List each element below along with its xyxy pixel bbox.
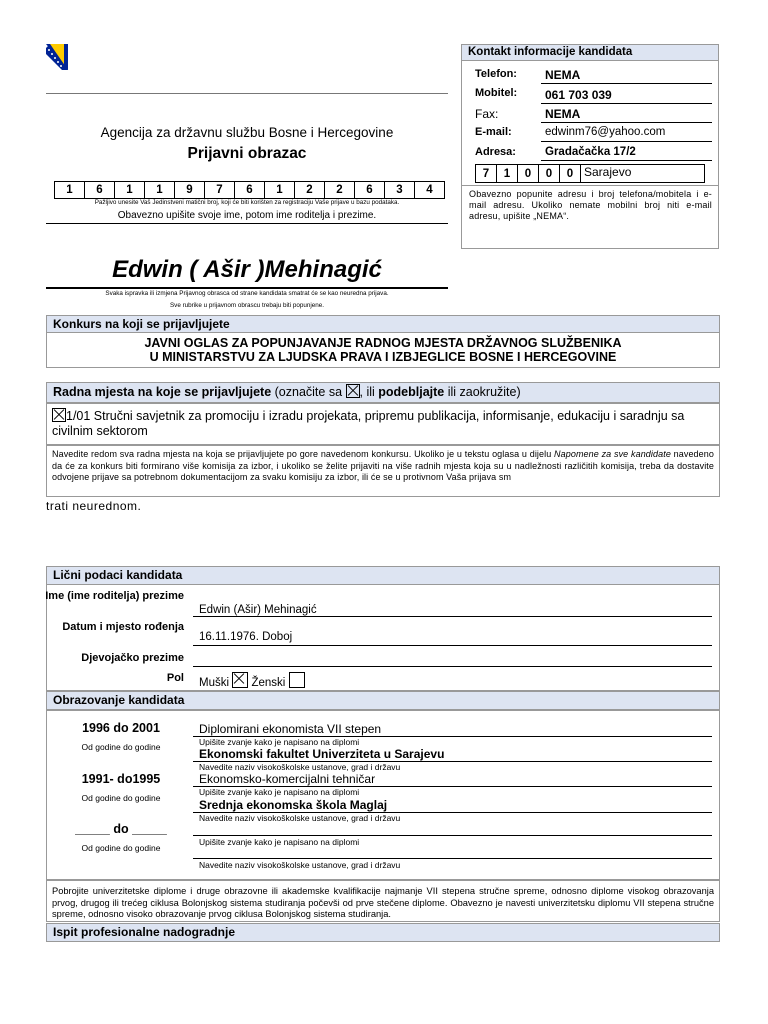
postal-digit: 0 — [517, 164, 539, 183]
fill-all-note: Sve rubrike u prijavnom obrascu trebaju biti popunjene. — [169, 302, 324, 309]
edu-years-hint: Od godine do godine — [81, 843, 161, 853]
datum-value[interactable]: 16.11.1976. Doboj — [199, 631, 293, 643]
konkurs-title: Konkurs na koji se prijavljujete — [46, 315, 720, 333]
fax-value[interactable]: NEMA — [545, 107, 581, 121]
ime-label: Ime (ime roditelja) prezime — [45, 590, 184, 602]
licni-title: Lični podaci kandidata — [46, 566, 720, 585]
konkurs-text — [46, 336, 720, 364]
zenski-checkbox[interactable] — [289, 672, 305, 688]
jmbg-digit: 1 — [144, 181, 175, 199]
jmbg-digit: 6 — [84, 181, 115, 199]
ustanova-hint: Navedite naziv visokoškolske ustanove, grad i državu — [199, 860, 401, 870]
edu-years[interactable]: 1996 do 2001 — [82, 721, 160, 735]
form-title: Prijavni obrazac — [187, 145, 307, 162]
obrazovanje-title: Obrazovanje kandidata — [46, 691, 720, 710]
jmbg-note: Pažljivo unesite Vaš Jedinstveni matični broj, koji će biti korišten za registraciju Vaše prijave u bazu podataka. — [94, 199, 400, 206]
jmbg-digit: 2 — [294, 181, 325, 199]
selected-checkbox[interactable] — [52, 408, 66, 422]
telefon-label: Telefon: — [475, 68, 517, 80]
postal-digit: 1 — [496, 164, 518, 183]
adresa-value[interactable]: Gradačačka 17/2 — [545, 146, 636, 158]
zvanje-hint: Upišite zvanje kako je napisano na diplomi — [199, 737, 360, 747]
zvanje-hint: Upišite zvanje kako je napisano na diplomi — [199, 787, 360, 797]
mobitel-label: Mobitel: — [475, 87, 518, 99]
postal-digit: 7 — [475, 164, 497, 183]
jmbg-digit: 4 — [414, 181, 445, 199]
contact-title: Kontakt informacije kandidata — [461, 44, 719, 61]
overflow-text: trati neurednom. — [46, 499, 142, 513]
zvanje-hint: Upišite zvanje kako je napisano na diplomi — [199, 837, 360, 847]
zenski-label: Ženski — [251, 677, 286, 689]
postal-digit: 0 — [559, 164, 581, 183]
obrazovanje-note: Pobrojite univerzitetske diplome i druge obrazovne ili akademske kvalifikacije najmanje VII stepena stručne spreme, odnosno diplome visokog obrazovanja prvog, drugog ili trećeg ciklusa Bolonjskog sistema studiranja počevši od prve stečene diplome. Obavezno je navesti univerzitetsku diplomu VII stepena stručne spreme, odnosno visoko obrazovanje prvog ciklusa Bolonjskog sistema studiranja. — [52, 886, 714, 919]
correction-note: Svaka ispravka ili izmjena Prijavnog obrasca od strane kandidata smatrat će se kao neuredna prijava. — [105, 290, 389, 297]
ime-value[interactable]: Edwin (Ašir) Mehinagić — [199, 604, 317, 616]
edu-years-hint: Od godine do godine — [81, 793, 161, 803]
edu-ustanova[interactable]: Srednja ekonomska škola Maglaj — [199, 798, 388, 812]
konkurs-line-1: JAVNI OGLAS ZA POPUNJAVANJE RADNOG MJESTA DRŽAVNOG SLUŽBENIKA — [144, 336, 622, 350]
city-value[interactable]: Sarajevo — [580, 164, 705, 183]
edu-zvanje[interactable]: Diplomirani ekonomista VII stepen — [199, 722, 382, 736]
name-note: Obavezno upišite svoje ime, potom ime roditelja i prezime. — [117, 210, 377, 221]
adresa-label: Adresa: — [475, 146, 516, 158]
jmbg-field[interactable] — [54, 181, 444, 199]
candidate-full-name[interactable]: Edwin ( Ašir )Mehinagić — [112, 256, 382, 283]
jmbg-digit: 1 — [54, 181, 85, 199]
ispit-title: Ispit profesionalne nadogradnje — [46, 923, 720, 942]
ustanova-hint: Navedite naziv visokoškolske ustanove, grad i državu — [199, 762, 401, 772]
email-label: E-mail: — [475, 126, 512, 138]
jmbg-digit: 1 — [264, 181, 295, 199]
postal-digit: 0 — [538, 164, 560, 183]
muski-checkbox[interactable] — [232, 672, 248, 688]
jmbg-digit: 2 — [324, 181, 355, 199]
postal-code-field[interactable] — [475, 164, 705, 183]
mobitel-value[interactable]: 061 703 039 — [545, 88, 612, 102]
jmbg-digit: 7 — [204, 181, 235, 199]
edu-years-hint: Od godine do godine — [81, 742, 161, 752]
edu-zvanje[interactable]: Ekonomsko-komercijalni tehničar — [199, 772, 376, 786]
jmbg-digit: 9 — [174, 181, 205, 199]
radna-title: Radna mjesta na koje se prijavljujete (označite sa , ili podebljajte ili zaokružite) — [46, 382, 720, 403]
edu-years[interactable]: 1991- do1995 — [81, 772, 161, 786]
djevojacko-label: Djevojačko prezime — [81, 652, 184, 664]
pol-options — [199, 672, 305, 689]
header-divider — [46, 93, 448, 94]
email-value[interactable]: edwinm76@yahoo.com — [545, 126, 666, 138]
fax-label: Fax: — [475, 107, 499, 121]
header-bottom-line — [46, 223, 448, 224]
ustanova-hint: Navedite naziv visokoškolske ustanove, grad i državu — [199, 813, 401, 823]
datum-label: Datum i mjesto rođenja — [62, 621, 184, 633]
telefon-value[interactable]: NEMA — [545, 68, 581, 82]
jmbg-digit: 6 — [234, 181, 265, 199]
checkbox-x-icon — [346, 384, 360, 398]
muski-label: Muški — [199, 677, 230, 689]
agency-name: Agencija za državnu službu Bosne i Hercegovine — [100, 125, 394, 140]
jmbg-digit: 3 — [384, 181, 415, 199]
edu-years[interactable]: _____ do _____ — [75, 822, 167, 836]
jmbg-digit: 1 — [114, 181, 145, 199]
bih-flag-icon — [46, 44, 68, 70]
edu-ustanova[interactable]: Ekonomski fakultet Univerziteta u Sarajevu — [199, 747, 445, 761]
radna-note: Navedite redom sva radna mjesta na koja se prijavljujete po gore navedenom konkursu. Ukoliko je u tekstu oglasa u dijelu Napomene za sve kandidate navedeno da će za konkurs biti formirano više komisija za izbor, i ukoliko se želite prijaviti na više radnih mjesta koja su u nadležnosti različitih komisija, treba da dostavite odvojene prijave sa potrebnom dokumentacijom za svaku komisiju za izbor, ili će se u protivnom Vaša prijava sm — [52, 449, 714, 482]
radna-mjesto-item[interactable]: 1/01 Stručni savjetnik za promociju i izradu projekata, pripremu publikacija, informisanje, edukaciju i saradnju sa civilnim sektorom — [52, 409, 685, 438]
jmbg-digit: 6 — [354, 181, 385, 199]
konkurs-line-2: U MINISTARSTVU ZA LJUDSKA PRAVA I IZBJEGLICE BOSNE I HERCEGOVINE — [149, 350, 617, 364]
pol-label: Pol — [166, 672, 184, 684]
contact-note: Obavezno popunite adresu i broj telefona/mobitela i e-mail adresu. Ukoliko nemate mobilni broj niti e-mail adresu, upišite „NEMA“. — [469, 189, 712, 221]
